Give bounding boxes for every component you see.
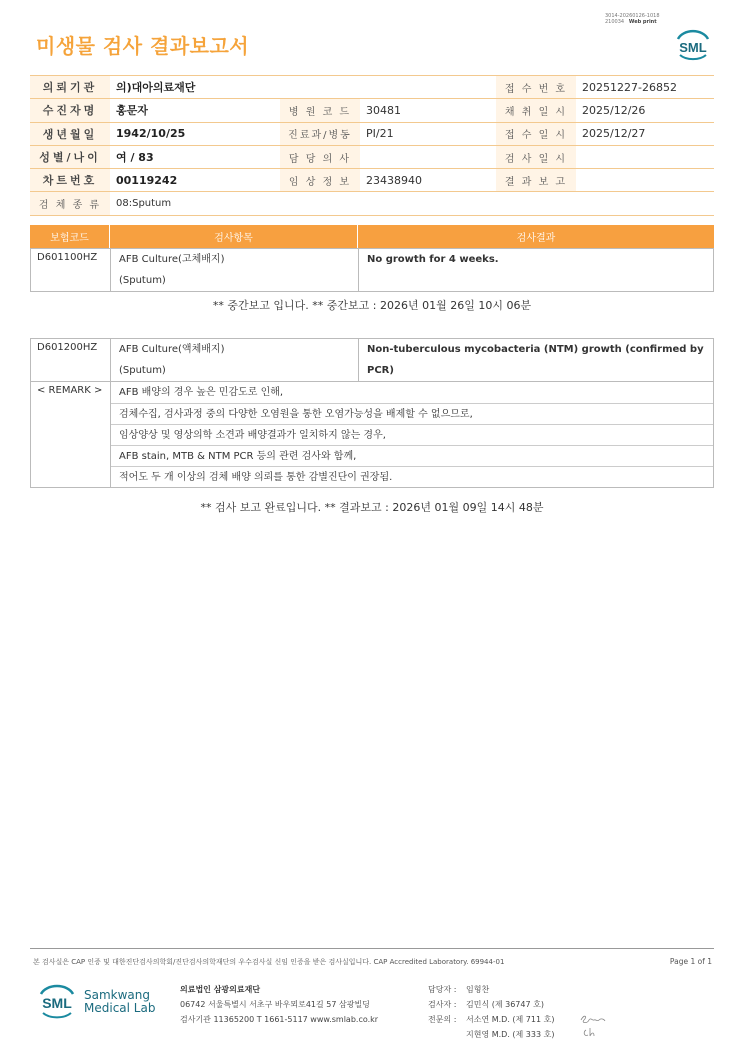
result2-code: D601200HZ	[31, 339, 111, 381]
birth-value: 1942/10/25	[110, 122, 280, 145]
result1-item-line1: AFB Culture(고체배지)	[119, 254, 225, 265]
manager-label: 담당자 :	[428, 985, 457, 994]
header-item: 검사항목	[110, 225, 358, 248]
remark-line-5: 적어도 두 개 이상의 검체 배양 의뢰를 통한 감별진단이 권장됨.	[111, 466, 713, 487]
staff-info	[428, 982, 554, 1042]
logo-bottom-text: SML	[42, 995, 72, 1011]
remark-line-1: AFB 배양의 경우 높은 민감도로 인해,	[119, 387, 284, 398]
sex-age-label: 성별/나이	[30, 145, 110, 168]
sex-age-value: 여 / 83	[110, 145, 280, 168]
specialist1-value: 서소연 M.D. (제 711 호)	[466, 1015, 555, 1024]
hospital-code-label: 병 원 코 드	[280, 99, 360, 122]
web-print-label: Web print	[628, 19, 657, 25]
result2-value-line2: PCR)	[367, 365, 394, 376]
receipt-date-value: 2025/12/27	[576, 122, 714, 145]
dept-label: 진료과/병동	[280, 122, 360, 145]
report-label: 결 과 보 고	[496, 169, 576, 192]
doctor-value	[360, 145, 496, 168]
receipt-no-label: 접 수 번 호	[496, 76, 576, 99]
result2-value-line1: Non-tuberculous mycobacteria (NTM) growth (confirmed by	[367, 344, 704, 355]
chart-value: 00119242	[110, 169, 280, 192]
org-address: 06742 서울특별시 서초구 바우뫼로41길 57 삼광빌딩	[180, 1000, 370, 1009]
print-info-line1: 3014-20260126-1018	[605, 13, 660, 19]
birth-label: 생년월일	[30, 122, 110, 145]
org-contact: 검사기관 11365200 T 1661-5117 www.smlab.co.kr	[180, 1015, 379, 1024]
specimen-value: 08:Sputum	[110, 192, 714, 215]
print-info-line2: 210034	[605, 19, 625, 25]
hospital-code-value: 30481	[360, 99, 496, 122]
result2-item-line2: (Sputum)	[119, 365, 166, 376]
patient-label: 수진자명	[30, 99, 110, 122]
patient-info-table	[30, 75, 714, 216]
result-row-2	[30, 338, 714, 488]
clinical-label: 임 상 정 보	[280, 169, 360, 192]
clinical-value: 23438940	[360, 169, 496, 192]
signature-icon	[578, 1010, 610, 1040]
header-code: 보험코드	[30, 225, 110, 248]
receipt-no-value: 20251227-26852	[576, 76, 714, 99]
brand-line1: Samkwang	[84, 988, 150, 1002]
result1-value: No growth for 4 weeks.	[367, 254, 499, 265]
test-date-label: 검 사 일 시	[496, 145, 576, 168]
logo-text: SML	[679, 40, 707, 55]
specialist2-value: 지현영 M.D. (제 333 호)	[466, 1030, 555, 1039]
interim-report-note: ** 중간보고 입니다. ** 중간보고 : 2026년 01월 26일 10시 06분	[212, 299, 532, 312]
page-number: Page 1 of 1	[669, 957, 712, 966]
remark-line-3: 임상양상 및 영상의학 소견과 배양결과가 일치하지 않는 경우,	[111, 424, 713, 445]
patient-value: 홍문자	[110, 99, 280, 122]
specialist-label: 전문의 :	[428, 1015, 457, 1024]
footer-divider	[30, 948, 714, 949]
receipt-date-label: 접 수 일 시	[496, 122, 576, 145]
collect-date-value: 2025/12/26	[576, 99, 714, 122]
requester-value: 의)대아의료재단	[110, 76, 496, 99]
remark-label: < REMARK >	[31, 382, 111, 487]
sml-logo-icon	[672, 25, 714, 61]
collect-date-label: 채 취 일 시	[496, 99, 576, 122]
print-info	[605, 13, 660, 25]
results-header	[30, 225, 714, 248]
brand-line2: Medical Lab	[84, 1001, 156, 1015]
report-title: 미생물 검사 결과보고서	[36, 34, 250, 58]
result1-item-line2: (Sputum)	[119, 275, 166, 286]
result1-code: D601100HZ	[31, 249, 111, 291]
sml-logo-bottom-icon	[36, 980, 78, 1024]
report-value	[576, 169, 714, 192]
test-date-value	[576, 145, 714, 168]
remark-line-4: AFB stain, MTB & NTM PCR 등의 관련 검사와 함께,	[111, 445, 713, 466]
tester-value: 김민식 (제 36747 호)	[466, 1000, 544, 1009]
manager-value: 임형찬	[466, 985, 490, 994]
chart-label: 차트번호	[30, 169, 110, 192]
result-row-1	[30, 248, 714, 292]
samkwang-logo	[36, 980, 155, 1024]
header-result: 검사결과	[516, 233, 556, 244]
specimen-label: 검 체 종 류	[30, 192, 110, 215]
remark-line-2: 검체수집, 검사과정 중의 다양한 오염원을 통한 오염가능성을 배제할 수 없으므로,	[111, 403, 713, 424]
org-name: 의료법인 삼광의료재단	[180, 985, 261, 994]
organization-info	[180, 982, 378, 1027]
requester-label: 의뢰기관	[30, 76, 110, 99]
tester-label: 검사자 :	[428, 1000, 457, 1009]
result2-item-line1: AFB Culture(액체배지)	[119, 344, 225, 355]
final-report-note: ** 검사 보고 완료입니다. ** 결과보고 : 2026년 01월 09일 14시 48분	[200, 501, 544, 514]
certification-note: 본 검사실은 CAP 인증 및 대한진단검사의학회/진단검사의학재단의 우수검사실 신임 인증을 받은 검사실입니다. CAP Accredited Laboratory. 69944-01	[33, 958, 505, 966]
doctor-label: 담 당 의 사	[280, 145, 360, 168]
dept-value: PI/21	[360, 122, 496, 145]
